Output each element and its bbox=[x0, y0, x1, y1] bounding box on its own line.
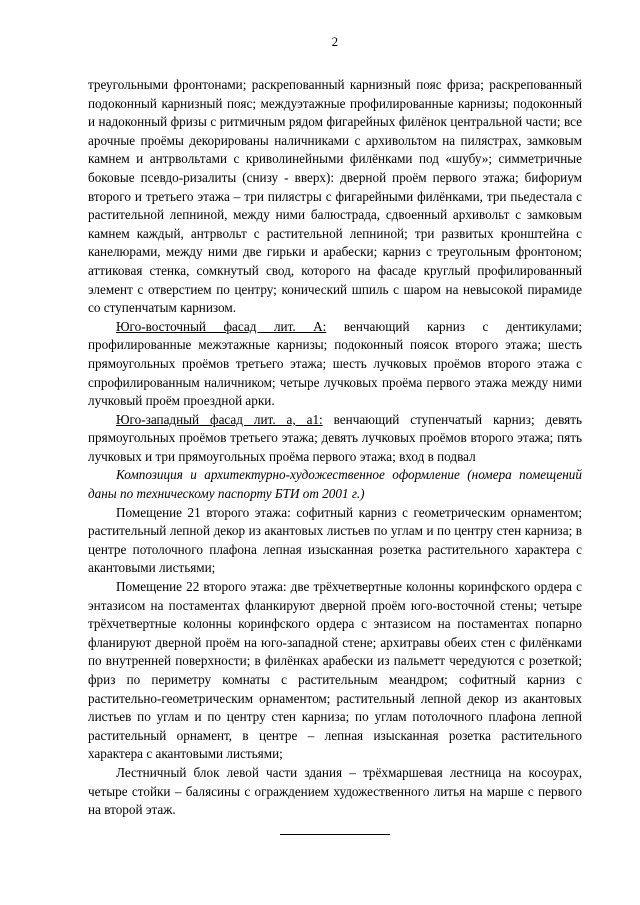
paragraph-7-text: Лестничный блок левой части здания – трёхмаршевая лестница на косоурах, четыре стойки – балясины с ограждением художественного литья на марше с первого на второй этаж. bbox=[88, 764, 582, 818]
paragraph-4-heading bbox=[88, 466, 582, 503]
paragraph-6-text: Помещение 22 второго этажа: две трёхчетвертные колонны коринфского ордера с энтазисом на постаментах фланкируют дверной проём юго-восточной стены; четыре трёхчетвертные колонны коринфского ордера с энтазисом на постаментах попарно фланируют дверной проём на юго-западной стене; архитравы обеих стен с филёнками по внутренней поверхности; в филёнках арабески из пальметт чередуются с розеткой; фриз по периметру комнаты с растительным меандром; софитный карниз с растительно-геометрическим орнаментом; растительный лепной декор из акантовых листьев по углам и по центру стен карниза; по углам потолочного плафона лепной растительный орнамент, в центре – лепная изысканная розетка растительного характера с акантовыми листьями; bbox=[88, 579, 582, 762]
paragraph-5 bbox=[88, 504, 582, 578]
paragraph-6 bbox=[88, 578, 582, 764]
paragraph-3 bbox=[88, 411, 582, 467]
paragraph-5-text: Помещение 21 второго этажа: софитный карниз с геометрическим орнаментом; растительный лепной декор из акантовых листьев по углам и по центру стен карниза; в центре потолочного плафона лепная изысканная розетка растительного характера с акантовыми листьями; bbox=[88, 504, 582, 576]
page-number: 2 bbox=[331, 34, 339, 49]
paragraph-1 bbox=[88, 76, 582, 318]
paragraph-3-lead: Юго-западный фасад лит. а, а1: bbox=[116, 411, 323, 427]
paragraph-1-text: треугольными фронтонами; раскрепованный карнизный пояс фриза; раскрепованный подоконный карнизный пояс; междуэтажные профилированные карнизы; подоконный и надоконный фризы с ритмичным рядом фигарейных филёнок центральной части; все арочные проёмы декорированы наличниками с архивольтом на пилястрах, замковым камнем и антрвольтами с криволинейными филёнками под «шубу»; симметричные боковые псевдо-ризалиты (снизу - вверх): дверной проём первого этажа; бифориум второго и третьего этажа – три пилястры с фигарейными филёнками, три пьедестала с растительной лепниной, между ними балюстрада, сдвоенный архивольт с замковым камнем каждый, антрвольт с растительной лепниной; три развитых кронштейна с канелюрами, между ними две гирьки и арабески; карниз с треугольным фронтоном; аттиковая стенка, сомкнутый свод, которого на фасаде круглый профилированный элемент с отверстием по центру; конический шпиль с шаром на невысокой пирамиде со ступенчатым карнизом. bbox=[88, 77, 582, 316]
paragraph-7 bbox=[88, 764, 582, 820]
document-body bbox=[88, 76, 582, 820]
paragraph-2 bbox=[88, 318, 582, 411]
paragraph-3-text: венчающий ступенчатый карниз; девять прямоугольных проёмов третьего этажа; девять лучковых проёмов второго этажа; пять лучковых и три прямоугольных проёма первого этажа; вход в подвал bbox=[88, 411, 582, 464]
paragraph-2-text: венчающий карниз с дентикулами; профилированные межэтажные карнизы; подоконный поясок второго этажа; шесть прямоугольных проёмов третьего этажа; шесть лучковых проёмов второго этажа с спрофилированным наличником; четыре лучковых проёма первого этажа между ними лучковый проём проездной арки. bbox=[88, 318, 582, 409]
paragraph-4-text: Композиция и архитектурно-художественное оформление (номера помещений даны по техническому паспорту БТИ от 2001 г.) bbox=[88, 467, 582, 502]
footer-divider bbox=[280, 834, 390, 835]
paragraph-2-lead: Юго-восточный фасад лит. А: bbox=[116, 318, 327, 334]
